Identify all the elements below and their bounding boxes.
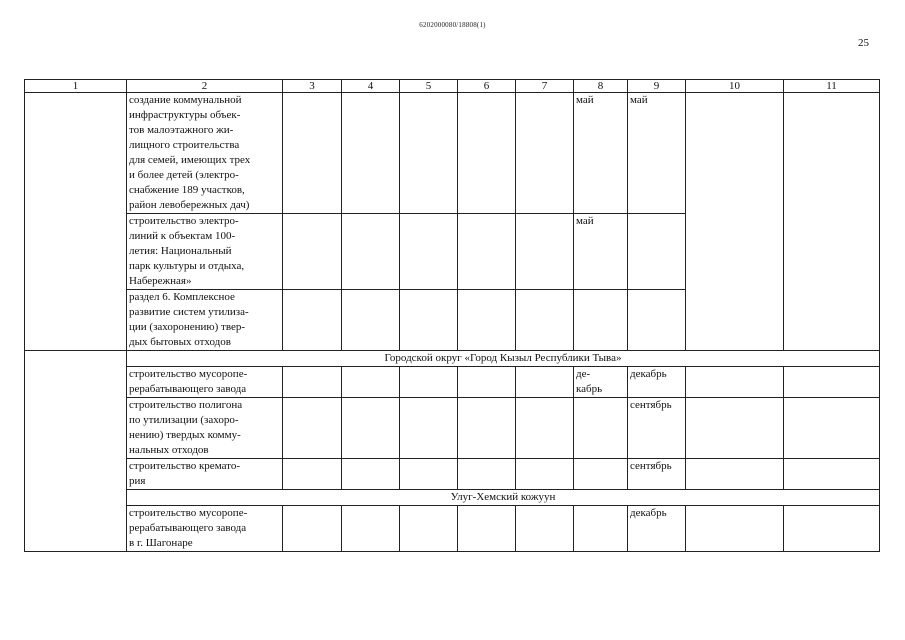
table-cell [283, 398, 342, 459]
table-cell [400, 506, 458, 552]
table-cell [342, 506, 400, 552]
table-cell [458, 367, 516, 398]
table-cell [784, 398, 880, 459]
row-description: строительство мусоропе- рерабатывающего завода в г. Шагонаре [127, 506, 283, 552]
table-cell [342, 398, 400, 459]
column-header: 10 [686, 80, 784, 93]
table-row [25, 367, 880, 398]
table-cell [784, 459, 880, 490]
row-description: строительство кремато- рия [127, 459, 283, 490]
table-cell [516, 214, 574, 290]
table-cell [283, 93, 342, 214]
schedule-table [24, 79, 880, 552]
table-cell [458, 506, 516, 552]
table-cell [784, 93, 880, 351]
column-header: 2 [127, 80, 283, 93]
page-number: 25 [858, 37, 869, 49]
table-cell [686, 93, 784, 351]
column-header: 3 [283, 80, 342, 93]
table-cell [342, 214, 400, 290]
table-cell [686, 367, 784, 398]
table-cell [400, 459, 458, 490]
table-cell [574, 398, 628, 459]
column-header: 8 [574, 80, 628, 93]
column-header: 4 [342, 80, 400, 93]
table-cell [283, 506, 342, 552]
table-cell [574, 506, 628, 552]
table-cell [516, 290, 574, 351]
column-header: 7 [516, 80, 574, 93]
table-cell [458, 459, 516, 490]
table-cell [516, 93, 574, 214]
section-title: Улуг-Хемский кожуун [127, 490, 880, 506]
table-cell [574, 290, 628, 351]
table-cell [516, 506, 574, 552]
column-header: 9 [628, 80, 686, 93]
row-description: строительство полигона по утилизации (захоро- нению) твердых комму- нальных отходов [127, 398, 283, 459]
table-cell [342, 93, 400, 214]
table-cell: май [574, 214, 628, 290]
column-header: 5 [400, 80, 458, 93]
table-row [25, 506, 880, 552]
table-cell [784, 367, 880, 398]
table-cell: сентябрь [628, 459, 686, 490]
table-cell [574, 459, 628, 490]
table-cell: май [574, 93, 628, 214]
table-cell [400, 93, 458, 214]
table-cell [686, 506, 784, 552]
table-cell [400, 367, 458, 398]
table-cell [628, 290, 686, 351]
table-row [25, 398, 880, 459]
table-cell [400, 398, 458, 459]
table-row [25, 93, 880, 214]
section-row [25, 351, 880, 367]
table-cell [342, 367, 400, 398]
table-cell [458, 93, 516, 214]
table-cell [342, 459, 400, 490]
column-header-row [25, 80, 880, 93]
table-cell [686, 398, 784, 459]
table-row [25, 459, 880, 490]
row-description: строительство электро- линий к объектам 100- летия: Национальный парк культуры и отдыха, Набережная» [127, 214, 283, 290]
table-cell [458, 398, 516, 459]
table-cell [342, 290, 400, 351]
table-cell [516, 398, 574, 459]
column-header: 1 [25, 80, 127, 93]
section-row [25, 490, 880, 506]
table-cell [516, 367, 574, 398]
table-cell [628, 214, 686, 290]
table-cell [686, 459, 784, 490]
table-cell: май [628, 93, 686, 214]
table-cell [283, 214, 342, 290]
table-cell [516, 459, 574, 490]
row-description: раздел 6. Комплексное развитие систем утилиза- ции (захоронению) твер- дых бытовых отходов [127, 290, 283, 351]
table-cell [25, 93, 127, 351]
column-header: 6 [458, 80, 516, 93]
table-cell [25, 351, 127, 552]
table-cell [283, 367, 342, 398]
table-cell [458, 214, 516, 290]
table-cell [400, 214, 458, 290]
table-cell: декабрь [628, 367, 686, 398]
table-cell [400, 290, 458, 351]
section-title: Городской округ «Город Кызыл Республики Тыва» [127, 351, 880, 367]
column-header: 11 [784, 80, 880, 93]
table-cell: декабрь [628, 506, 686, 552]
table-cell [784, 506, 880, 552]
row-description: создание коммунальной инфраструктуры объек- тов малоэтажного жи- лищного строительства для семей, имеющих трех и более детей (электро- снабжение 189 участков, район левобережных дач) [127, 93, 283, 214]
row-description: строительство мусоропе- рерабатывающего завода [127, 367, 283, 398]
table-cell: сентябрь [628, 398, 686, 459]
table-cell: де- кабрь [574, 367, 628, 398]
table-cell [458, 290, 516, 351]
table-cell [283, 459, 342, 490]
document-id: 6202000080/18808(1) [419, 21, 486, 29]
table-cell [283, 290, 342, 351]
